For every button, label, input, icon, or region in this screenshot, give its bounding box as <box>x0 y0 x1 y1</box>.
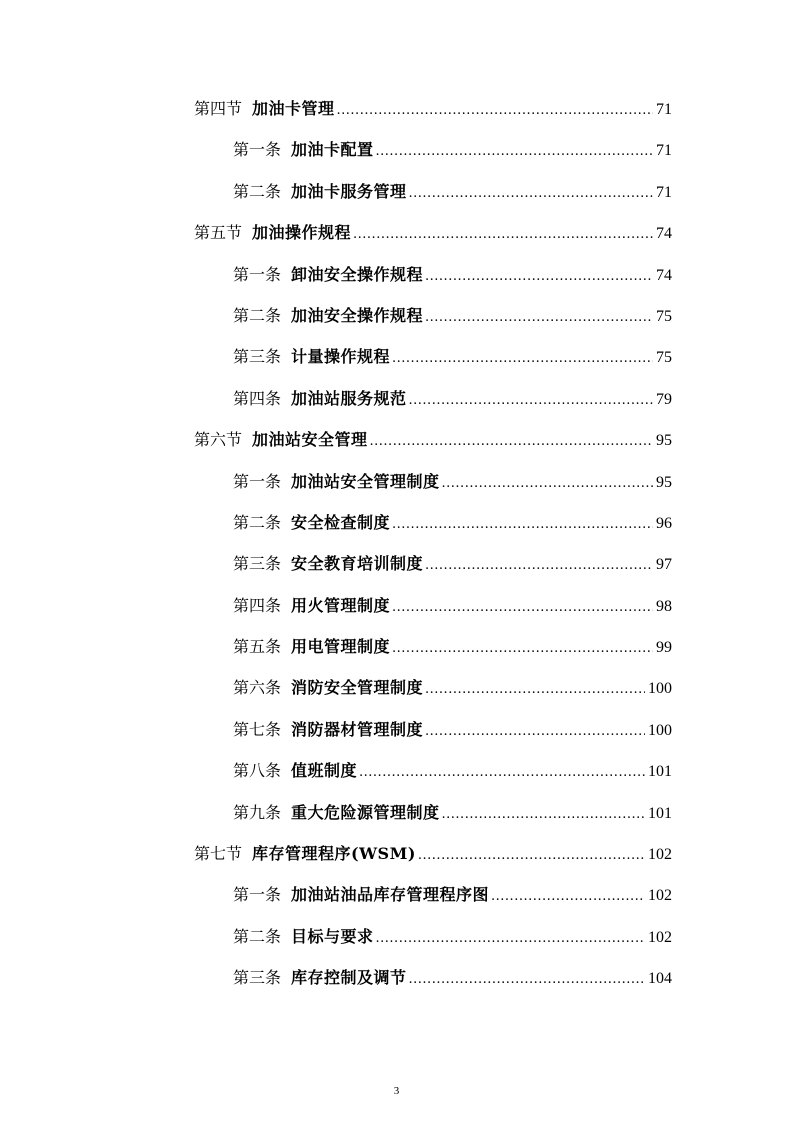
toc-entry[interactable] <box>0 713 672 754</box>
toc-leader <box>442 467 653 501</box>
page-number: 3 <box>393 1085 400 1097</box>
toc-entry-title: 计量操作规程 <box>291 347 391 367</box>
toc-entry-page: 101 <box>648 804 672 822</box>
toc-entry-page: 102 <box>648 887 672 905</box>
toc-entry[interactable] <box>0 92 672 133</box>
toc-entry-number: 第七条 <box>233 719 282 739</box>
toc-entry[interactable] <box>0 340 672 381</box>
toc-entry-page: 75 <box>656 307 672 325</box>
toc-leader <box>409 963 645 997</box>
toc-entry-title: 用电管理制度 <box>291 637 391 657</box>
toc-leader <box>409 177 653 211</box>
toc-leader <box>376 922 645 956</box>
toc-entry[interactable] <box>0 837 672 878</box>
toc-entry-title: 安全教育培训制度 <box>291 554 424 574</box>
toc-entry-title: 加油操作规程 <box>252 223 352 243</box>
toc-entry-page: 95 <box>656 432 672 450</box>
toc-entry-number: 第九条 <box>233 802 282 822</box>
toc-entry[interactable] <box>0 216 672 257</box>
toc-entry[interactable] <box>0 671 672 712</box>
toc-entry[interactable] <box>0 175 672 216</box>
toc-entry[interactable] <box>0 796 672 837</box>
toc-entry-page: 102 <box>648 846 672 864</box>
toc-entry-title: 加油安全操作规程 <box>291 305 424 325</box>
toc-entry[interactable] <box>0 547 672 588</box>
toc-entry-number: 第二条 <box>233 926 282 946</box>
toc-leader <box>392 342 653 376</box>
toc-entry-title: 加油卡服务管理 <box>291 181 407 201</box>
toc-entry[interactable] <box>0 878 672 919</box>
toc-leader <box>491 880 645 914</box>
toc-entry-title: 用火管理制度 <box>291 595 391 615</box>
toc-entry-page: 97 <box>656 556 672 574</box>
toc-entry-page: 95 <box>656 473 672 491</box>
toc-entry-page: 71 <box>656 142 672 160</box>
toc-entry[interactable] <box>0 465 672 506</box>
toc-entry[interactable] <box>0 754 672 795</box>
toc-entry-page: 75 <box>656 349 672 367</box>
toc-leader <box>442 798 645 832</box>
toc-entry[interactable] <box>0 423 672 464</box>
toc-entry-title: 加油卡管理 <box>252 99 335 118</box>
toc-entry-number: 第一条 <box>233 140 282 160</box>
toc-entry-title: 加油卡配置 <box>291 140 374 160</box>
toc-entry-title: 库存控制及调节 <box>291 968 407 988</box>
toc-entry[interactable] <box>0 920 672 961</box>
toc-entry[interactable] <box>0 506 672 547</box>
toc-entry-number: 第七节 <box>194 844 243 864</box>
toc-leader <box>337 94 653 128</box>
toc-entry-page: 104 <box>648 970 672 988</box>
toc-entry-title: 目标与要求 <box>291 926 374 946</box>
toc-entry-number: 第三条 <box>233 347 282 367</box>
toc-leader <box>425 549 653 583</box>
toc-leader <box>425 715 645 749</box>
toc-entry-number: 第五节 <box>194 223 243 243</box>
toc-entry-number: 第四条 <box>233 595 282 615</box>
toc-entry[interactable] <box>0 258 672 299</box>
toc-entry-number: 第二条 <box>233 512 282 532</box>
toc-entry-number: 第六条 <box>233 678 282 698</box>
toc-entry-number: 第五条 <box>233 637 282 657</box>
toc-leader <box>418 839 645 873</box>
toc-leader <box>425 301 653 335</box>
toc-entry-page: 100 <box>648 680 672 698</box>
toc-leader <box>392 632 653 666</box>
toc-entry-page: 74 <box>656 266 672 284</box>
toc-leader <box>392 591 653 625</box>
toc-entry-page: 99 <box>656 639 672 657</box>
toc-entry-page: 100 <box>648 721 672 739</box>
toc-entry-number: 第一条 <box>233 264 282 284</box>
toc-entry[interactable] <box>0 299 672 340</box>
toc-entry-number: 第四节 <box>194 99 243 118</box>
toc-entry-title: 加油站安全管理 <box>252 430 368 450</box>
toc-entry-number: 第六节 <box>194 430 243 450</box>
toc-entry-number: 第一条 <box>233 471 282 491</box>
toc-entry-page: 98 <box>656 597 672 615</box>
toc-entry[interactable] <box>0 382 672 423</box>
toc-entry-page: 79 <box>656 390 672 408</box>
toc-entry-page: 71 <box>656 183 672 201</box>
toc-entry-title: 加油站安全管理制度 <box>291 471 440 491</box>
table-of-contents <box>0 92 793 1003</box>
toc-entry-title: 加油站油品库存管理程序图 <box>291 885 490 905</box>
toc-leader <box>359 756 645 790</box>
toc-entry-number: 第三条 <box>233 968 282 988</box>
toc-entry-title: 安全检查制度 <box>291 512 391 532</box>
toc-entry-number: 第二条 <box>233 181 282 201</box>
toc-entry-number: 第八条 <box>233 761 282 781</box>
toc-entry-page: 96 <box>656 514 672 532</box>
toc-entry[interactable] <box>0 589 672 630</box>
toc-entry[interactable] <box>0 961 672 1002</box>
toc-leader <box>376 135 653 169</box>
toc-entry-title: 加油站服务规范 <box>291 388 407 408</box>
toc-entry-page: 71 <box>656 101 672 118</box>
toc-leader <box>425 673 645 707</box>
toc-leader <box>425 260 653 294</box>
toc-entry[interactable] <box>0 133 672 174</box>
toc-entry-title: 消防器材管理制度 <box>291 719 424 739</box>
toc-leader <box>353 218 653 252</box>
toc-entry-number: 第三条 <box>233 554 282 574</box>
toc-entry-title: 库存管理程序(WSM) <box>252 844 416 864</box>
toc-entry-page: 74 <box>656 225 672 243</box>
toc-entry-number: 第一条 <box>233 885 282 905</box>
toc-leader <box>370 425 653 459</box>
toc-leader <box>392 508 653 542</box>
toc-entry[interactable] <box>0 630 672 671</box>
toc-entry-title: 重大危险源管理制度 <box>291 802 440 822</box>
toc-entry-title: 值班制度 <box>291 761 358 781</box>
toc-entry-title: 卸油安全操作规程 <box>291 264 424 284</box>
toc-entry-number: 第二条 <box>233 305 282 325</box>
toc-entry-page: 101 <box>648 763 672 781</box>
toc-entry-title: 消防安全管理制度 <box>291 678 424 698</box>
toc-entry-number: 第四条 <box>233 388 282 408</box>
toc-entry-page: 102 <box>648 928 672 946</box>
toc-leader <box>409 384 653 418</box>
